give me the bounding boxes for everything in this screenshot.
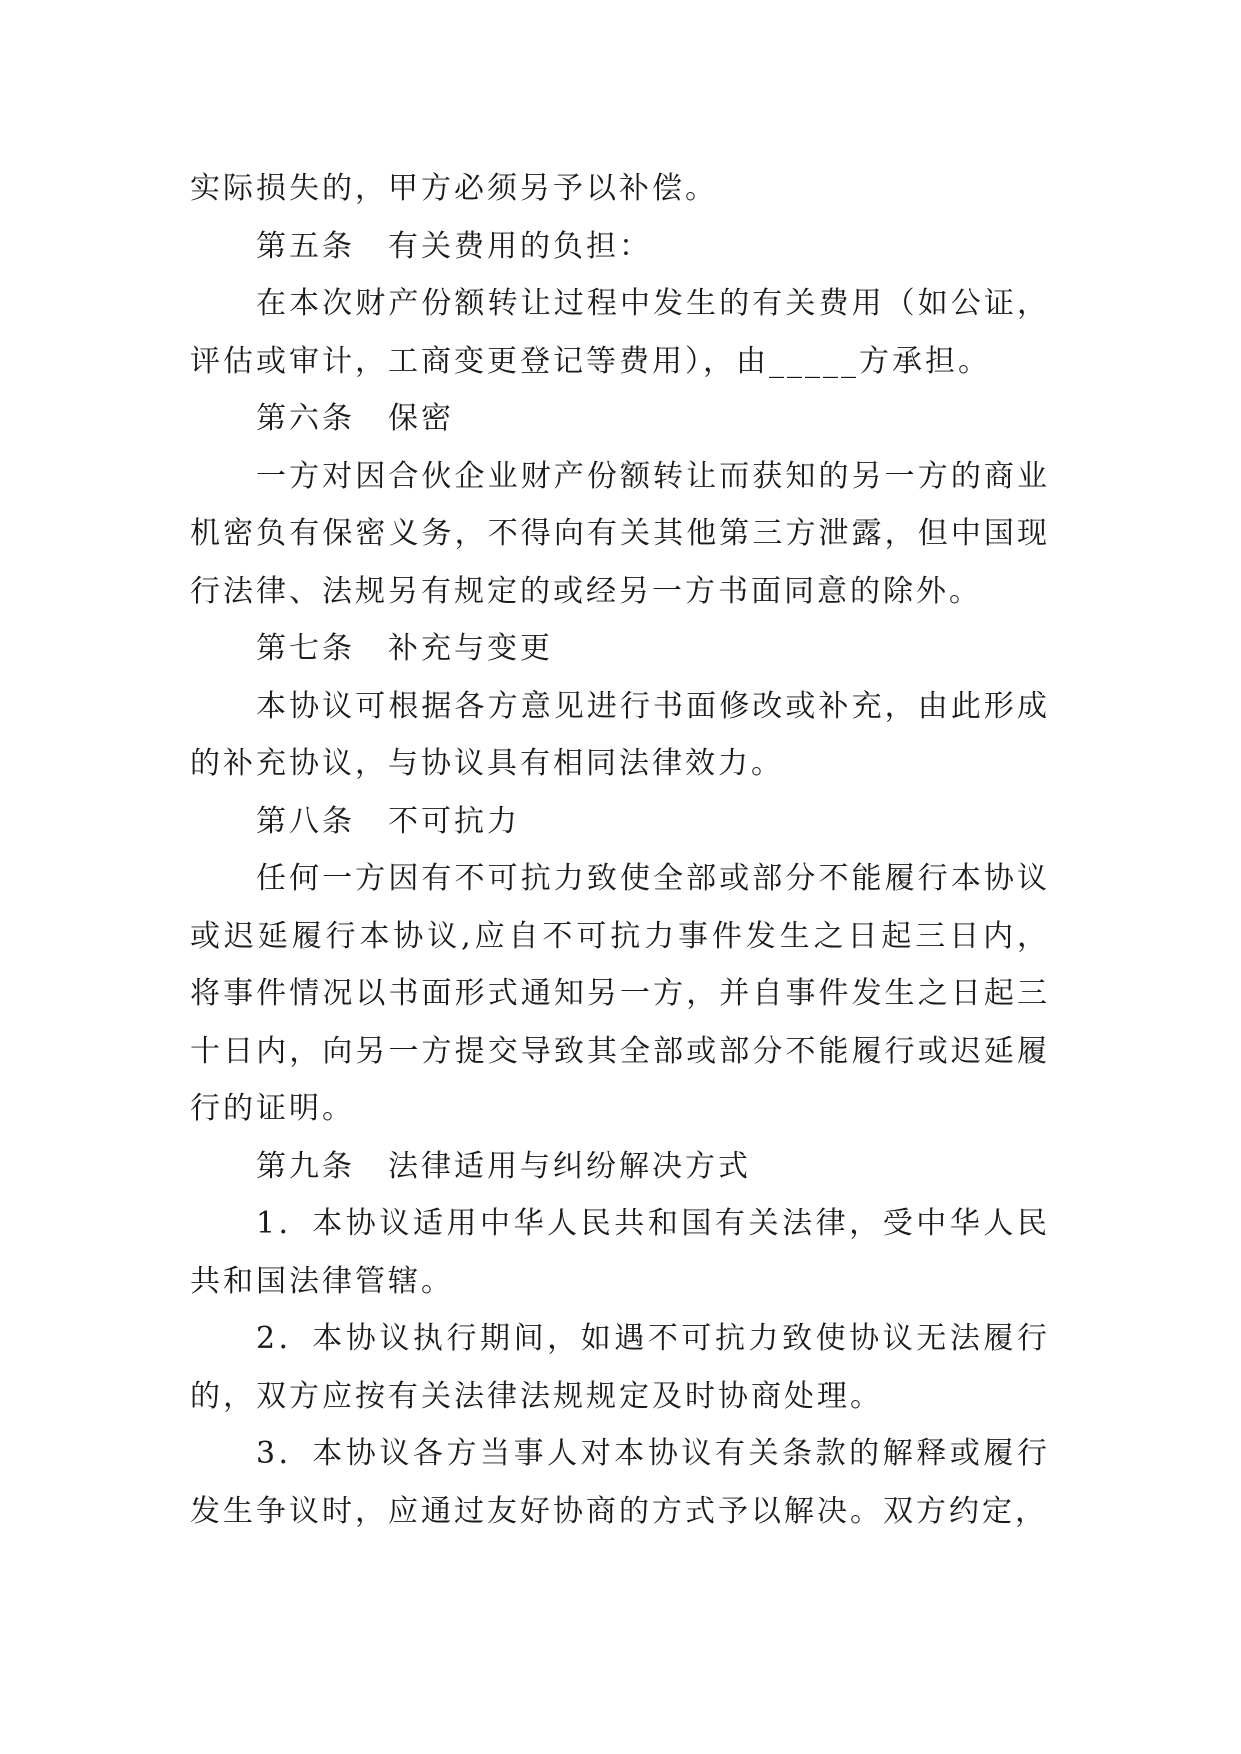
article-7-heading: 第七条 补充与变更	[256, 631, 553, 666]
article-5-heading: 第五条 有关费用的负担：	[256, 228, 652, 264]
article-6-heading: 第六条 保密	[256, 401, 454, 436]
article-5-body: 在本次财产份额转让过程中发生的有关费用（如公证，评估或审计，工商变更登记等费用），由_____方承担。	[190, 286, 1050, 379]
paragraph-continuation: 实际损失的，甲方必须另予以补偿。	[190, 171, 718, 206]
article-9-item-1: 1．本协议适用中华人民共和国有关法律，受中华人民共和国法律管辖。	[190, 1206, 1050, 1299]
article-9-heading: 第九条 法律适用与纠纷解决方式	[256, 1148, 751, 1184]
article-8-heading: 第八条 不可抗力	[256, 803, 520, 839]
article-9-item-3: 3．本协议各方当事人对本协议有关条款的解释或履行发生争议时，应通过友好协商的方式予以解决。双方约定，	[190, 1436, 1050, 1529]
article-6-body: 一方对因合伙企业财产份额转让而获知的另一方的商业机密负有保密义务，不得向有关其他第三方泄露，但中国现行法律、法规另有规定的或经另一方书面同意的除外。	[190, 458, 1050, 609]
article-7-body: 本协议可根据各方意见进行书面修改或补充，由此形成的补充协议，与协议具有相同法律效力。	[190, 688, 1050, 781]
article-9-item-2: 2．本协议执行期间，如遇不可抗力致使协议无法履行的，双方应按有关法律法规规定及时协商处理。	[190, 1321, 1050, 1414]
article-8-body: 任何一方因有不可抗力致使全部或部分不能履行本协议或迟延履行本协议,应自不可抗力事件发生之日起三日内，将事件情况以书面形式通知另一方，并自事件发生之日起三十日内，向另一方提交导致其全部或部分不能履行或迟延履行的证明。	[190, 861, 1050, 1126]
document-body	[190, 160, 1050, 1540]
